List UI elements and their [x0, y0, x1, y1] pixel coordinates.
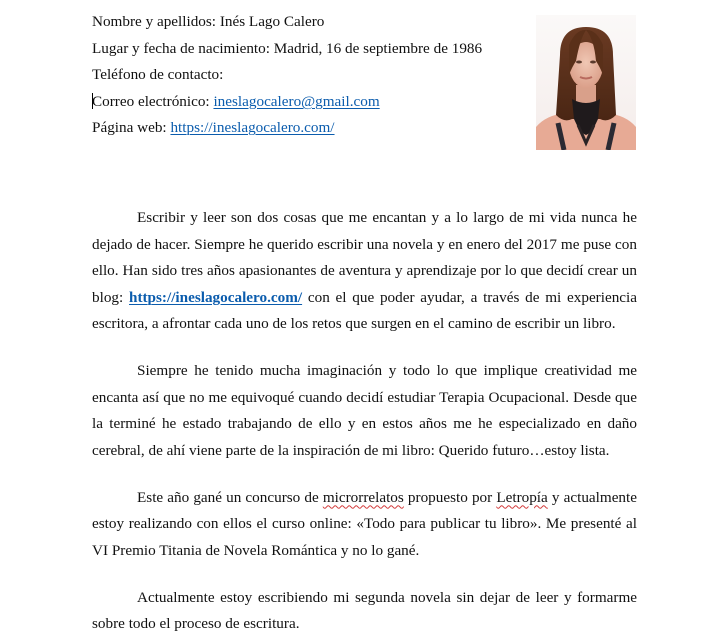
birth-line	[92, 38, 522, 65]
email-line	[92, 91, 522, 118]
web-link[interactable]: https://ineslagocalero.com/	[170, 119, 335, 136]
misspelled-word[interactable]: Letropía	[496, 488, 548, 506]
paragraph-1	[92, 205, 637, 338]
paragraph-3	[92, 485, 637, 565]
name-label: Nombre y apellidos:	[92, 13, 220, 30]
portrait-photo	[536, 15, 636, 150]
name-line	[92, 11, 522, 38]
birth-label: Lugar y fecha de nacimiento:	[92, 39, 274, 57]
web-line	[92, 117, 522, 144]
portrait-icon	[536, 15, 636, 150]
paragraph-2: Siempre he tenido mucha imaginación y todo lo que implique creatividad me encanta así que no me equivoqué cuando decidí estudiar Terapia Ocupacional. Desde que la terminé he estado trabajando de ello y en estos años me he especializado en daño cerebral, de ahí viene parte de la inspiración de mi libro: Querido futuro…estoy lista.	[92, 362, 637, 459]
paragraph-1-text-b: con el que poder ayudar, a través de mi experiencia escritora, a afrontar cada uno de los retos que surgen en el camino de escribir un libro.	[92, 288, 637, 332]
email-link[interactable]: ineslagocalero@gmail.com	[213, 92, 380, 110]
personal-info	[92, 11, 522, 144]
name-value: Inés Lago Calero	[219, 13, 325, 30]
paragraph-3-text-a: Este año gané un concurso de	[137, 488, 323, 506]
paragraph-1-text-a: Escribir y leer son dos cosas que me encantan y a lo largo de mi vida nunca he dejado de hacer. Siempre he querido escribir una novela y en enero del 2017 me puse con ello. Han sido tres años apasionantes de aventura y aprendizaje por lo que decidí crear un blog:	[92, 209, 637, 306]
phone-line	[92, 64, 522, 91]
misspelled-word[interactable]: microrrelatos	[322, 488, 404, 506]
paragraph-4: Actualmente estoy escribiendo mi segunda novela sin dejar de leer y formarme sobre todo el proceso de escritura.	[92, 588, 637, 632]
phone-label: Teléfono de contacto:	[92, 66, 224, 83]
birth-value: Madrid, 16 de septiembre de 1986	[273, 39, 483, 57]
paragraph-3-text-b: propuesto por	[403, 488, 497, 506]
blog-link[interactable]: https://ineslagocalero.com/	[129, 288, 303, 306]
paragraph-3-text-c: y actualmente estoy realizando con ellos el curso online: «Todo para publicar tu libro». Me presenté al VI Premio Titania de Novela Romántica y no lo gané.	[92, 488, 637, 559]
biography	[92, 205, 637, 641]
email-label: Correo electrónico:	[92, 92, 214, 110]
web-label: Página web:	[92, 119, 171, 136]
